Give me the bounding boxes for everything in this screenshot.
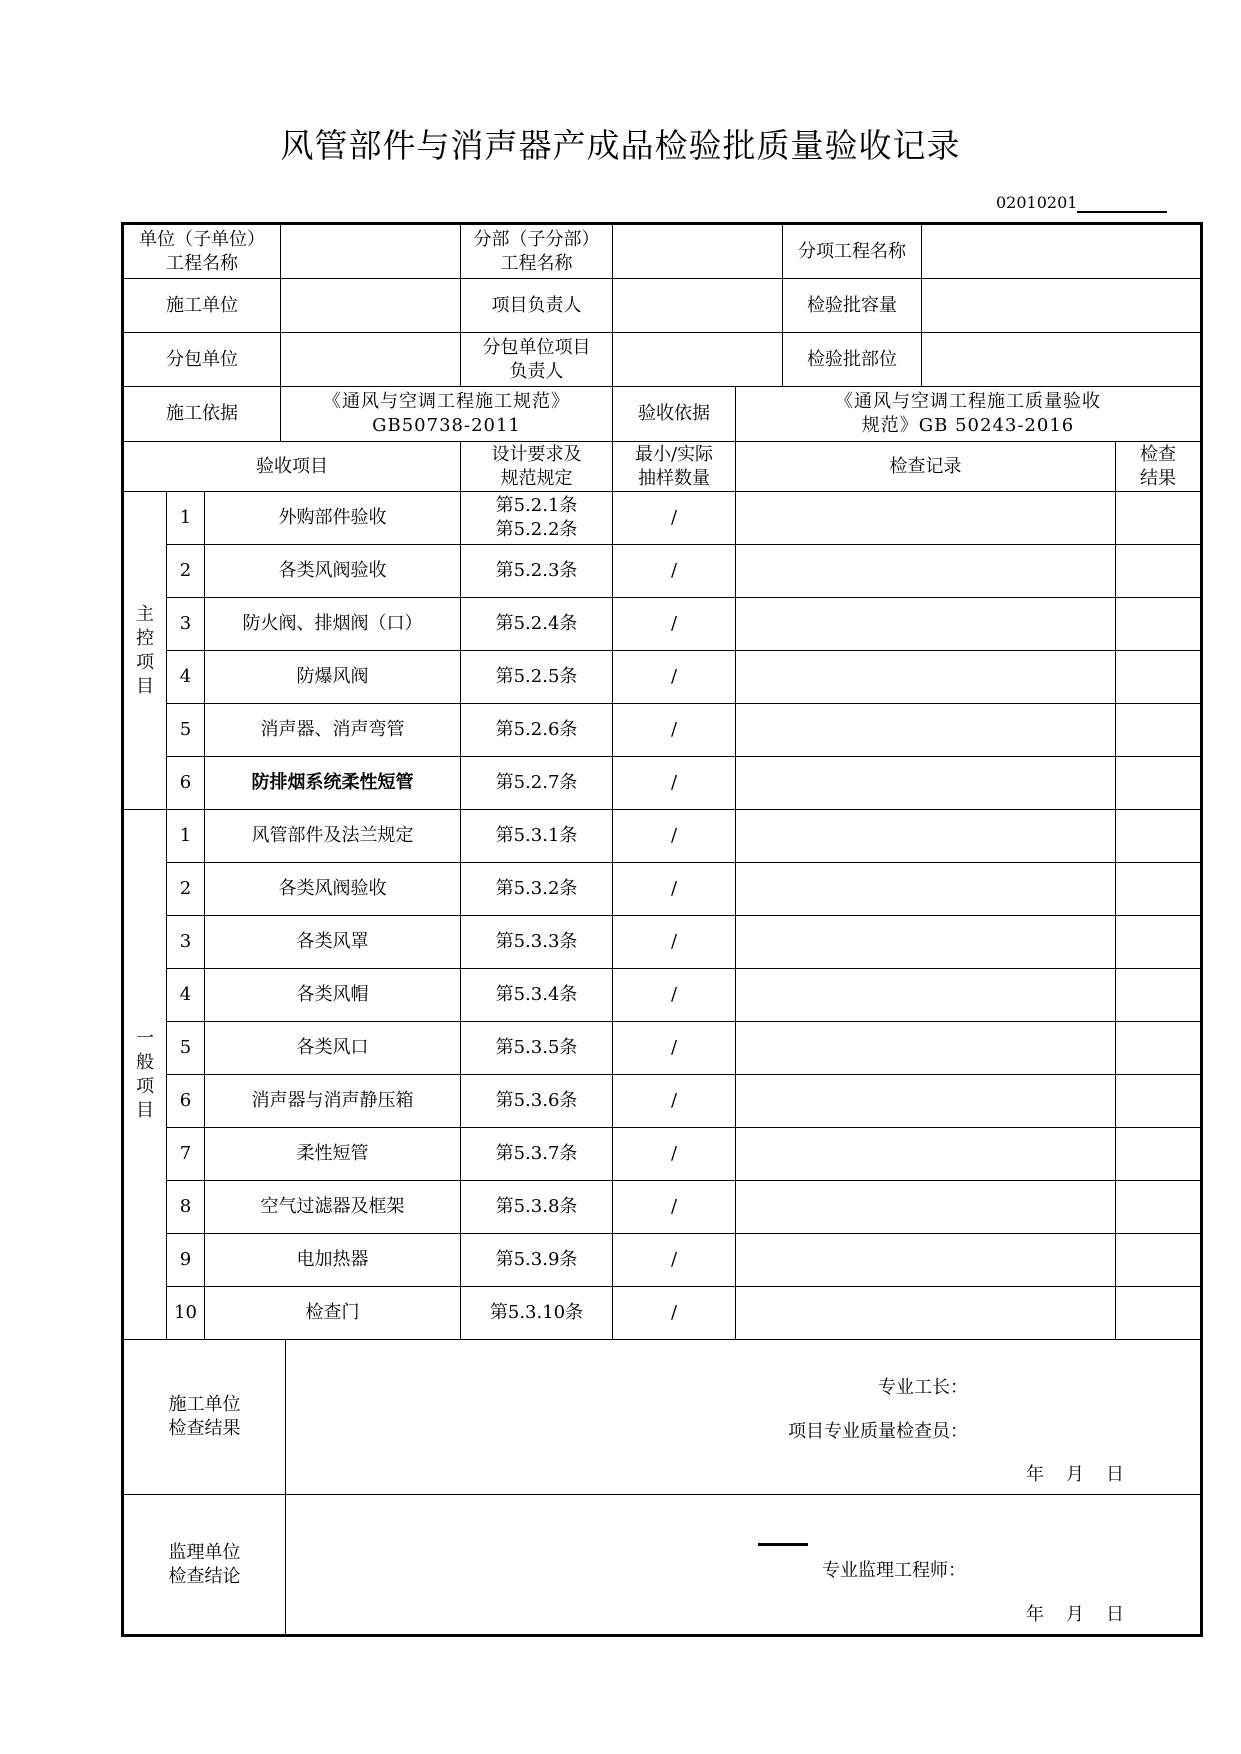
supervision-check-label: 监理单位 检查结论 (123, 1495, 286, 1636)
item-name: 防排烟系统柔性短管 (205, 757, 461, 810)
item-clause: 第5.2.4条 (461, 598, 613, 651)
main-control-label: 主 控 项 目 (123, 492, 167, 810)
batch-location-label: 检验批部位 (783, 333, 922, 387)
form-code-underline (1077, 211, 1167, 213)
item-clause: 第5.2.3条 (461, 545, 613, 598)
item-result[interactable] (1116, 651, 1202, 704)
item-record[interactable] (736, 492, 1116, 545)
year-label: 年 (1026, 1464, 1045, 1485)
header-row-basis (123, 387, 1202, 442)
item-name: 各类风帽 (205, 969, 461, 1022)
col-result-header: 检查 结果 (1116, 442, 1202, 492)
construction-unit-label: 施工单位 (123, 279, 281, 333)
item-sample: / (613, 651, 736, 704)
item-number: 3 (167, 598, 205, 651)
item-sample: / (613, 704, 736, 757)
construction-basis-value: 《通风与空调工程施工规范》GB50738-2011 (281, 387, 613, 442)
item-number: 5 (167, 1022, 205, 1075)
item-number: 4 (167, 651, 205, 704)
col-record-header: 检查记录 (736, 442, 1116, 492)
item-name: 各类风阀验收 (205, 545, 461, 598)
item-name: 风管部件及法兰规定 (205, 810, 461, 863)
item-record[interactable] (736, 1022, 1116, 1075)
item-result[interactable] (1116, 1234, 1202, 1287)
item-record[interactable] (736, 1075, 1116, 1128)
item-sample: / (613, 969, 736, 1022)
item-sample: / (613, 1022, 736, 1075)
supervision-check-row (123, 1495, 1202, 1636)
item-clause: 第5.3.9条 (461, 1234, 613, 1287)
unit-project-value[interactable] (281, 224, 461, 279)
item-name: 空气过滤器及框架 (205, 1181, 461, 1234)
item-result[interactable] (1116, 492, 1202, 545)
table-row (123, 757, 1202, 810)
item-result[interactable] (1116, 704, 1202, 757)
day-label: 日 (1106, 1604, 1125, 1625)
header-row-construction-unit (123, 279, 1202, 333)
item-number: 2 (167, 863, 205, 916)
item-clause: 第5.3.2条 (461, 863, 613, 916)
item-sample: / (613, 1234, 736, 1287)
item-record[interactable] (736, 916, 1116, 969)
item-sample: / (613, 757, 736, 810)
item-record[interactable] (736, 545, 1116, 598)
table-row (123, 651, 1202, 704)
form-code: 02010201 (996, 193, 1078, 212)
item-clause: 第5.3.7条 (461, 1128, 613, 1181)
item-result[interactable] (1116, 916, 1202, 969)
item-sample: / (613, 545, 736, 598)
item-clause: 第5.3.8条 (461, 1181, 613, 1234)
item-sample: / (613, 1128, 736, 1181)
acceptance-record-table (121, 222, 1203, 1637)
dash-mark (758, 1543, 808, 1546)
item-name: 防爆风阀 (205, 651, 461, 704)
item-clause: 第5.3.3条 (461, 916, 613, 969)
day-label: 日 (1106, 1464, 1125, 1485)
item-record[interactable] (736, 1287, 1116, 1340)
item-number: 5 (167, 704, 205, 757)
item-clause: 第5.2.7条 (461, 757, 613, 810)
item-number: 6 (167, 757, 205, 810)
supervision-check-area[interactable] (286, 1495, 1202, 1636)
header-row-project-names (123, 224, 1202, 279)
item-number: 10 (167, 1287, 205, 1340)
item-clause: 第5.2.1条 第5.2.2条 (461, 492, 613, 545)
quality-inspector-label: 项目专业质量检查员： (788, 1421, 969, 1442)
table-row (123, 598, 1202, 651)
table-row (123, 545, 1202, 598)
item-result[interactable] (1116, 1022, 1202, 1075)
item-record[interactable] (736, 598, 1116, 651)
header-row-subcontract (123, 333, 1202, 387)
item-name: 消声器、消声弯管 (205, 704, 461, 757)
foreman-label: 专业工长： (878, 1377, 969, 1398)
batch-capacity-value[interactable] (922, 279, 1202, 333)
item-sample: / (613, 1075, 736, 1128)
item-result[interactable] (1116, 1128, 1202, 1181)
item-name: 电加热器 (205, 1234, 461, 1287)
table-row (123, 810, 1202, 863)
item-name: 防火阀、排烟阀（口） (205, 598, 461, 651)
sub-project-label: 分部（子分部） 工程名称 (461, 224, 613, 279)
item-name: 外购部件验收 (205, 492, 461, 545)
table-row (123, 704, 1202, 757)
item-result[interactable] (1116, 810, 1202, 863)
year-label: 年 (1026, 1604, 1045, 1625)
unit-project-label: 单位（子单位） 工程名称 (123, 224, 281, 279)
item-name: 消声器与消声静压箱 (205, 1075, 461, 1128)
item-record[interactable] (736, 651, 1116, 704)
subcontract-manager-label: 分包单位项目 负责人 (461, 333, 613, 387)
table-row (123, 1181, 1202, 1234)
table-row (123, 863, 1202, 916)
construction-check-label: 施工单位 检查结果 (123, 1340, 286, 1495)
item-sample: / (613, 863, 736, 916)
column-header-row (123, 442, 1202, 492)
acceptance-basis-value: 《通风与空调工程施工质量验收 规范》GB 50243-2016 (736, 387, 1202, 442)
item-name: 检查门 (205, 1287, 461, 1340)
item-result[interactable] (1116, 598, 1202, 651)
table-row (123, 1022, 1202, 1075)
general-items-label: 一 般 项 目 (123, 810, 167, 1340)
item-result[interactable] (1116, 1181, 1202, 1234)
item-sample: / (613, 598, 736, 651)
month-label: 月 (1066, 1604, 1085, 1625)
item-record[interactable] (736, 863, 1116, 916)
table-row (123, 1234, 1202, 1287)
batch-location-value[interactable] (922, 333, 1202, 387)
table-row (123, 916, 1202, 969)
acceptance-basis-label: 验收依据 (613, 387, 736, 442)
item-number: 8 (167, 1181, 205, 1234)
col-item-header: 验收项目 (123, 442, 461, 492)
table-row (123, 969, 1202, 1022)
item-record[interactable] (736, 1128, 1116, 1181)
item-clause: 第5.3.6条 (461, 1075, 613, 1128)
subcontract-unit-value[interactable] (281, 333, 461, 387)
item-number: 1 (167, 810, 205, 863)
construction-check-area[interactable] (286, 1340, 1202, 1495)
item-name: 各类风口 (205, 1022, 461, 1075)
item-clause: 第5.2.5条 (461, 651, 613, 704)
item-project-value[interactable] (922, 224, 1202, 279)
item-name: 各类风罩 (205, 916, 461, 969)
item-record[interactable] (736, 969, 1116, 1022)
item-record[interactable] (736, 1234, 1116, 1287)
item-name: 各类风阀验收 (205, 863, 461, 916)
item-record[interactable] (736, 1181, 1116, 1234)
item-project-label: 分项工程名称 (783, 224, 922, 279)
item-result[interactable] (1116, 1287, 1202, 1340)
item-result[interactable] (1116, 1075, 1202, 1128)
col-design-header: 设计要求及 规范规定 (461, 442, 613, 492)
item-result[interactable] (1116, 969, 1202, 1022)
table-row (123, 1287, 1202, 1340)
item-clause: 第5.3.4条 (461, 969, 613, 1022)
item-number: 7 (167, 1128, 205, 1181)
item-result[interactable] (1116, 863, 1202, 916)
sub-project-value[interactable] (613, 224, 783, 279)
construction-basis-label: 施工依据 (123, 387, 281, 442)
table-row (123, 1128, 1202, 1181)
project-manager-label: 项目负责人 (461, 279, 613, 333)
batch-capacity-label: 检验批容量 (783, 279, 922, 333)
month-label: 月 (1066, 1464, 1085, 1485)
item-record[interactable] (736, 757, 1116, 810)
construction-unit-value[interactable] (281, 279, 461, 333)
construction-check-row (123, 1340, 1202, 1495)
item-sample: / (613, 1181, 736, 1234)
item-clause: 第5.2.6条 (461, 704, 613, 757)
item-clause: 第5.3.5条 (461, 1022, 613, 1075)
item-number: 6 (167, 1075, 205, 1128)
item-record[interactable] (736, 704, 1116, 757)
item-result[interactable] (1116, 757, 1202, 810)
subcontract-manager-value[interactable] (613, 333, 783, 387)
item-number: 1 (167, 492, 205, 545)
item-number: 9 (167, 1234, 205, 1287)
item-sample: / (613, 492, 736, 545)
item-number: 3 (167, 916, 205, 969)
item-clause: 第5.3.1条 (461, 810, 613, 863)
col-sample-header: 最小/实际 抽样数量 (613, 442, 736, 492)
item-result[interactable] (1116, 545, 1202, 598)
project-manager-value[interactable] (613, 279, 783, 333)
supervision-engineer-label: 专业监理工程师： (822, 1560, 967, 1581)
table-row (123, 1075, 1202, 1128)
item-name: 柔性短管 (205, 1128, 461, 1181)
item-number: 2 (167, 545, 205, 598)
item-sample: / (613, 810, 736, 863)
item-clause: 第5.3.10条 (461, 1287, 613, 1340)
item-record[interactable] (736, 810, 1116, 863)
item-sample: / (613, 916, 736, 969)
item-number: 4 (167, 969, 205, 1022)
page-title: 风管部件与消声器产成品检验批质量验收记录 (280, 126, 961, 165)
table-row (123, 492, 1202, 545)
subcontract-unit-label: 分包单位 (123, 333, 281, 387)
item-sample: / (613, 1287, 736, 1340)
